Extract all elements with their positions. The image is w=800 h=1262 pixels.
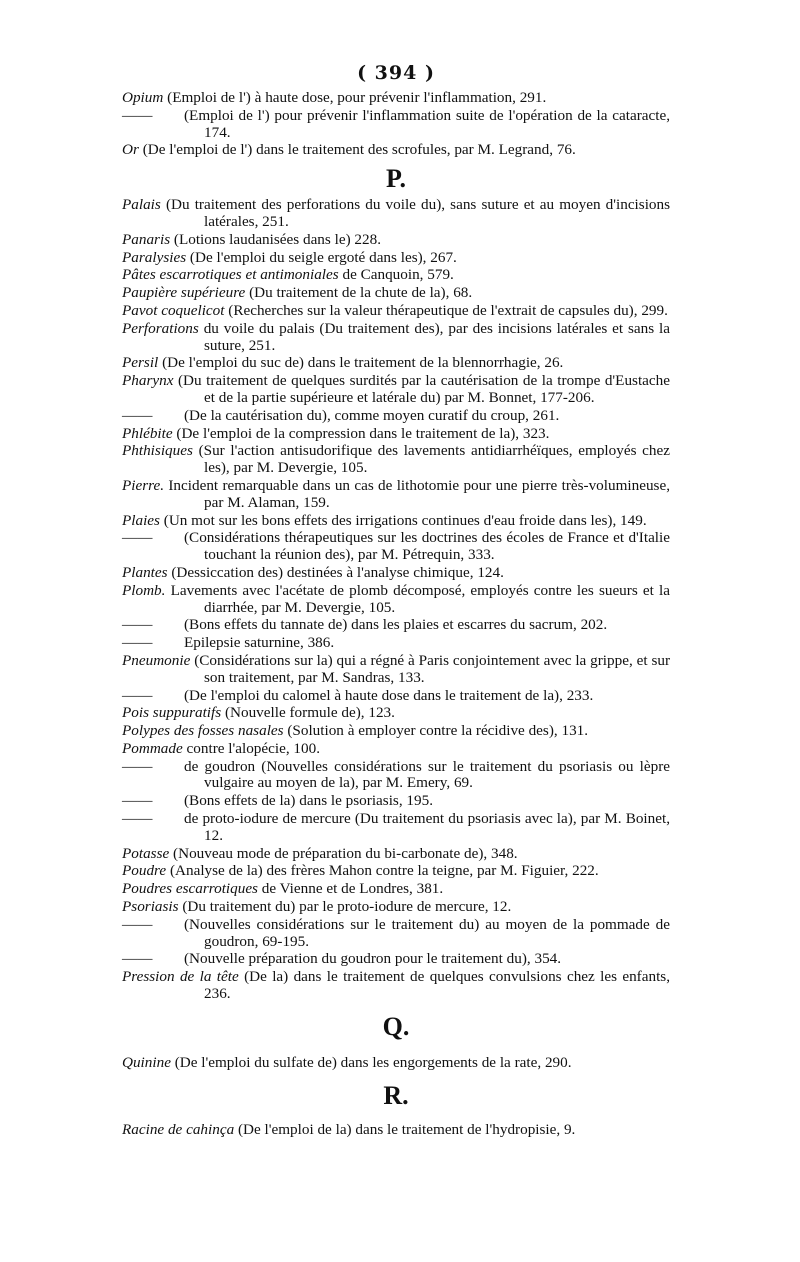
entry-text: (Bons effets du tannate de) dans les plaies et escarres du sacrum, 202. xyxy=(184,616,608,634)
entry-text: (Sur l'action antisudorifique des lavements antidiarrhéïques, employés chez les), par M. Devergie, 105. xyxy=(198,442,670,477)
index-entry xyxy=(122,863,670,880)
index-entry xyxy=(122,478,670,512)
entry-term: Plomb. xyxy=(122,581,166,599)
index-entry xyxy=(122,232,670,249)
entry-text: du voile du palais (Du traitement des), par des incisions latérales et sans la suture, 251. xyxy=(203,319,670,354)
index-entry xyxy=(122,90,670,107)
index-entry xyxy=(122,951,670,968)
index-entry xyxy=(122,373,670,407)
continuation-dash: —— xyxy=(122,792,153,810)
entry-term: Persil xyxy=(122,354,159,372)
entry-term: Paupière supérieure xyxy=(122,284,246,302)
continuation-dash: —— xyxy=(122,810,153,828)
entry-text: (Lotions laudanisées dans le) 228. xyxy=(173,230,381,248)
entry-term: Or xyxy=(122,141,139,159)
entry-term: Opium xyxy=(122,89,164,106)
index-entry xyxy=(122,108,670,142)
index-entry xyxy=(122,653,670,687)
entry-text: de Canquoin, 579. xyxy=(342,266,454,284)
entry-text: (De l'emploi de la compression dans le traitement de la), 323. xyxy=(176,424,550,442)
entry-term: Palais xyxy=(122,196,161,214)
continuation-dash: —— xyxy=(122,106,153,124)
index-entry xyxy=(122,321,670,355)
entry-text: de proto-iodure de mercure (Du traitement du psoriasis avec la), par M. Boinet, 12. xyxy=(184,810,670,844)
entry-term: Pavot coquelicot xyxy=(122,301,225,319)
entry-term: Pneumonie xyxy=(122,651,191,669)
index-entry xyxy=(122,303,670,320)
entry-text: Epilepsie saturnine, 386. xyxy=(184,634,335,652)
index-entry xyxy=(122,635,670,652)
entry-term: Quinine xyxy=(122,1053,171,1071)
entry-term: Pharynx xyxy=(122,372,174,390)
index-entry xyxy=(122,705,670,722)
entry-term: Paralysies xyxy=(122,248,187,266)
entry-term: Pression de la tête xyxy=(122,968,239,986)
index-entry xyxy=(122,899,670,916)
entry-text: de goudron (Nouvelles considérations sur le traitement du psoriasis ou lèpre vulgaire au moyen de la), par M. Emery, 69. xyxy=(184,757,670,792)
entry-text: (Analyse de la) des frères Mahon contre la teigne, par M. Figuier, 222. xyxy=(169,862,599,880)
index-entry xyxy=(122,881,670,898)
entry-text: (Du traitement des perforations du voile du), sans suture et au moyen d'incisions latérales, 251. xyxy=(165,196,671,230)
index-entry xyxy=(122,513,670,530)
continuation-dash: —— xyxy=(122,529,153,547)
page-number: ( 394 ) xyxy=(357,62,435,84)
entry-term: Poudres escarrotiques xyxy=(122,880,258,898)
index-entry xyxy=(122,408,670,425)
entry-term: Phlébite xyxy=(122,424,173,442)
entry-text: contre l'alopécie, 100. xyxy=(186,739,321,757)
entry-text: (Du traitement du) par le proto-iodure de mercure, 12. xyxy=(182,898,512,916)
entry-term: Panaris xyxy=(122,230,171,248)
entry-term: Plaies xyxy=(122,511,160,529)
index-entry xyxy=(122,688,670,705)
continuation-dash: —— xyxy=(122,406,153,424)
index-entry xyxy=(122,1122,670,1139)
entry-text: (De l'emploi de l') dans le traitement des scrofules, par M. Legrand, 76. xyxy=(142,141,576,159)
entry-text: (Nouvelle préparation du goudron pour le traitement du), 354. xyxy=(184,950,562,968)
continuation-dash: —— xyxy=(122,915,153,933)
entry-term: Psoriasis xyxy=(122,898,179,916)
section-letter: Q. xyxy=(382,1011,410,1041)
entry-term: Poudre xyxy=(122,862,167,880)
entry-text: (Dessiccation des) destinées à l'analyse chimique, 124. xyxy=(171,563,504,581)
index-entry xyxy=(122,741,670,758)
entry-text: (De l'emploi du calomel à haute dose dans le traitement de la), 233. xyxy=(184,686,594,704)
continuation-dash: —— xyxy=(122,616,153,634)
entry-text: (De l'emploi du suc de) dans le traitement de la blennorrhagie, 26. xyxy=(162,354,564,372)
entry-text: (De l'emploi de la) dans le traitement de l'hydropisie, 9. xyxy=(237,1120,576,1138)
section-letter: R. xyxy=(383,1080,409,1110)
continuation-dash: —— xyxy=(122,757,153,775)
entry-text: (Considérations sur la) qui a régné à Paris conjointement avec la grippe, et sur son traitement, par M. Sandras, 133. xyxy=(194,651,671,686)
index-entry xyxy=(122,443,670,477)
entry-term: Potasse xyxy=(122,844,170,862)
section-letter: P. xyxy=(386,164,406,194)
index-entry xyxy=(122,355,670,372)
entry-term: Polypes des fosses nasales xyxy=(122,722,284,740)
entry-text: (Un mot sur les bons effets des irrigations continues d'eau froide dans les), 149. xyxy=(163,511,647,529)
index-entry xyxy=(122,565,670,582)
entry-text: (Du traitement de la chute de la), 68. xyxy=(249,284,473,302)
entry-term: Pierre. xyxy=(122,476,165,494)
index-entry xyxy=(122,617,670,634)
entry-term: Racine de cahinça xyxy=(122,1120,235,1138)
continuation-dash: —— xyxy=(122,634,153,652)
entry-text: Lavements avec l'acétate de plomb décomposé, employés contre les sueurs et la diarrhée, par M. Devergie, 105. xyxy=(170,581,670,616)
index-entry xyxy=(122,917,670,951)
index-entry xyxy=(122,723,670,740)
entry-text: (Emploi de l') pour prévenir l'inflammation suite de l'opération de la cataracte, 174. xyxy=(184,106,670,141)
index-entry xyxy=(122,969,670,1003)
index-entry xyxy=(122,793,670,810)
entry-text: (Considérations thérapeutiques sur les doctrines des écoles de France et d'Italie touchant la réunion des), par M. Pétrequin, 333. xyxy=(184,529,670,564)
entry-term: Perforations xyxy=(122,319,199,337)
entry-text: (De l'emploi du seigle ergoté dans les), 267. xyxy=(189,248,457,266)
entry-text: (Solution à employer contre la récidive des), 131. xyxy=(287,722,589,740)
entry-text: (Emploi de l') à haute dose, pour prévenir l'inflammation, 291. xyxy=(167,89,547,106)
index-entry xyxy=(122,759,670,793)
entry-term: Pois suppuratifs xyxy=(122,704,222,722)
entry-term: Pâtes escarrotiques et antimoniales xyxy=(122,266,339,284)
index-entry xyxy=(122,142,670,159)
continuation-dash: —— xyxy=(122,686,153,704)
index-entry xyxy=(122,846,670,863)
index-entry xyxy=(122,267,670,284)
index-content xyxy=(122,90,670,1138)
entry-text: (De la) dans le traitement de quelques convulsions chez les enfants, 236. xyxy=(204,968,670,1003)
entry-text: Incident remarquable dans un cas de lithotomie pour une pierre très-volumineuse, par M. Alaman, 159. xyxy=(168,476,670,511)
index-entry xyxy=(122,250,670,267)
entry-text: de Vienne et de Londres, 381. xyxy=(261,880,444,898)
entry-term: Plantes xyxy=(122,563,168,581)
index-entry xyxy=(122,811,670,845)
entry-term: Phthisiques xyxy=(122,442,193,460)
entry-text: (Bons effets de la) dans le psoriasis, 195. xyxy=(184,792,433,810)
entry-text: (Nouvelle formule de), 123. xyxy=(224,704,395,722)
entry-text: (Du traitement de quelques surdités par la cautérisation de la trompe d'Eustache et de la partie supérieure et latérale du) par M. Bonnet, 177-206. xyxy=(177,372,670,406)
index-entry xyxy=(122,583,670,617)
index-entry xyxy=(122,530,670,564)
entry-text: (Nouvelles considérations sur le traitement du) au moyen de la pommade de goudron, 69-195. xyxy=(184,915,670,950)
index-entry xyxy=(122,426,670,443)
entry-term: Pommade xyxy=(122,739,183,757)
entry-text: (Nouveau mode de préparation du bi-carbonate de), 348. xyxy=(173,844,518,862)
index-entry xyxy=(122,285,670,302)
index-entry xyxy=(122,197,670,231)
entry-text: (De l'emploi du sulfate de) dans les engorgements de la rate, 290. xyxy=(174,1053,572,1071)
entry-text: (Recherches sur la valeur thérapeutique de l'extrait de capsules du), 299. xyxy=(228,301,668,319)
entry-text: (De la cautérisation du), comme moyen curatif du croup, 261. xyxy=(184,406,560,424)
index-entry xyxy=(122,1055,670,1072)
continuation-dash: —— xyxy=(122,950,153,968)
